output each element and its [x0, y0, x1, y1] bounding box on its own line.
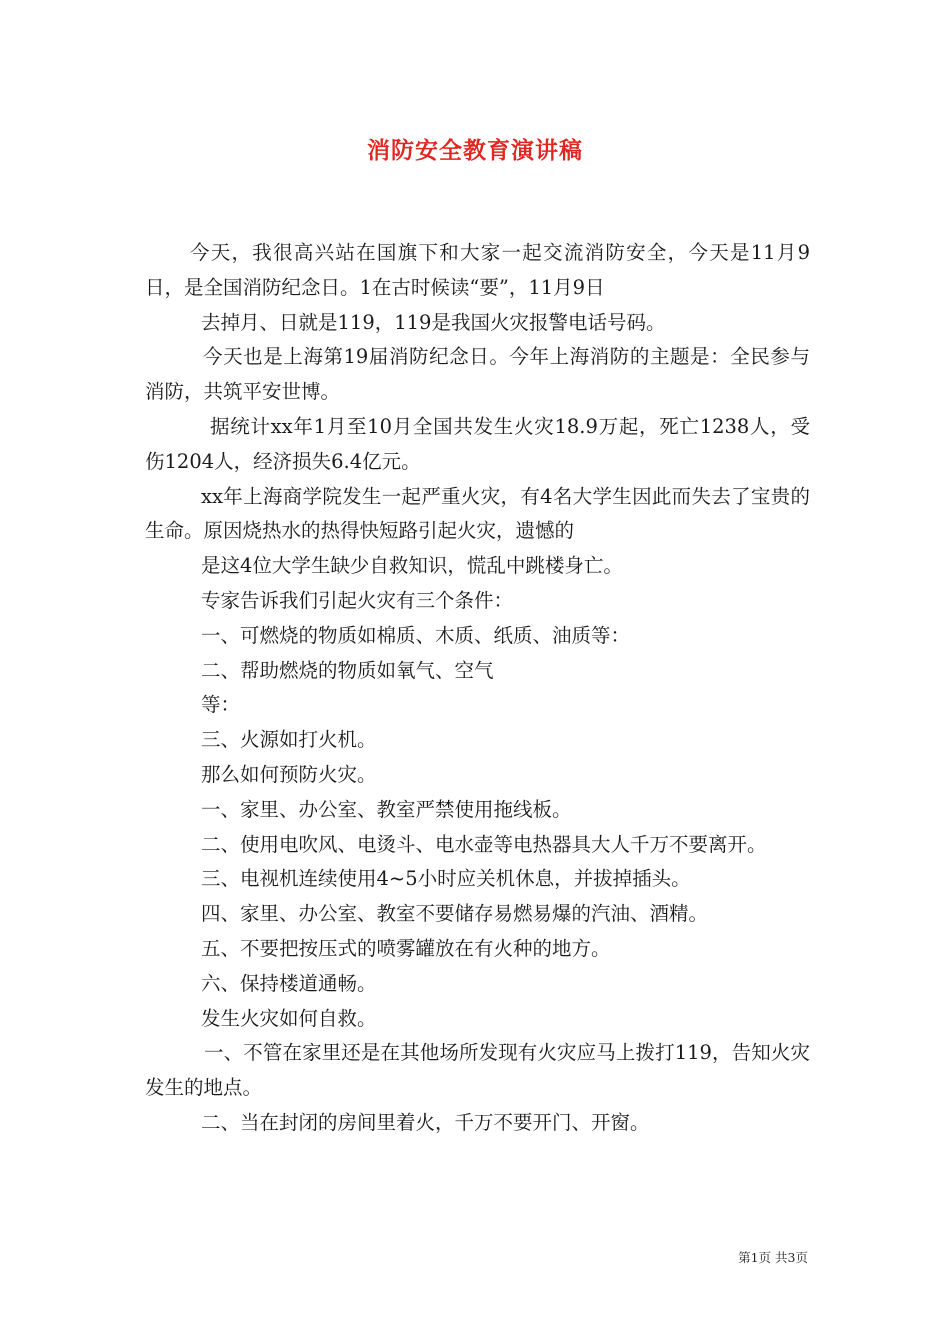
list-item: 三、火源如打火机。 — [201, 728, 377, 752]
paragraph: 今天，我很高兴站在国旗下和大家一起交流消防安全，今天是11月9日，是全国消防纪念日。1在古时候读“要”，11月9日 — [145, 241, 810, 299]
paragraph: 今天也是上海第19届消防纪念日。今年上海消防的主题是：全民参与消防，共筑平安世博。 — [145, 345, 810, 404]
list-item: 二、当在封闭的房间里着火，千万不要开门、开窗。 — [201, 1110, 650, 1134]
list-item: 六、保持楼道通畅。 — [201, 971, 377, 995]
list-item: 二、使用电吹风、电烫斗、电水壶等电热器具大人千万不要离开。 — [201, 832, 767, 856]
paragraph: 专家告诉我们引起火灾有三个条件： — [201, 588, 514, 612]
list-item: 四、家里、办公室、教室不要储存易燃易爆的汽油、酒精。 — [201, 902, 709, 926]
list-item: 一、可燃烧的物质如棉质、木质、纸质、油质等： — [201, 623, 631, 647]
page-number: 第1页 共3页 — [738, 1250, 808, 1265]
document-body — [145, 236, 810, 1141]
paragraph: 是这4位大学生缺少自救知识，慌乱中跳楼身亡。 — [201, 554, 623, 578]
paragraph: 据统计xx年1月至10月全国共发生火灾18.9万起，死亡1238人，受伤1204人，经济损失6.4亿元。 — [145, 414, 810, 473]
list-item: 三、电视机连续使用4~5小时应关机休息，并拔掉插头。 — [201, 867, 691, 891]
document-title: 消防安全教育演讲稿 — [367, 137, 583, 164]
section-heading: 发生火灾如何自救。 — [201, 1006, 377, 1030]
list-item: 五、不要把按压式的喷雾罐放在有火种的地方。 — [201, 936, 611, 960]
paragraph: 去掉月、日就是119，119是我国火灾报警电话号码。 — [201, 310, 666, 334]
list-item: 二、帮助燃烧的物质如氧气、空气 — [201, 658, 494, 682]
section-heading: 那么如何预防火灾。 — [201, 762, 377, 786]
list-item: 一、家里、办公室、教室严禁使用拖线板。 — [201, 797, 572, 821]
paragraph: xx年上海商学院发生一起严重火灾，有4名大学生因此而失去了宝贵的生命。原因烧热水的热得快短路引起火灾，遗憾的 — [145, 484, 810, 543]
paragraph: 等： — [201, 693, 241, 717]
list-item: 一、不管在家里还是在其他场所发现有火灾应马上拨打119，告知火灾发生的地点。 — [145, 1041, 810, 1100]
